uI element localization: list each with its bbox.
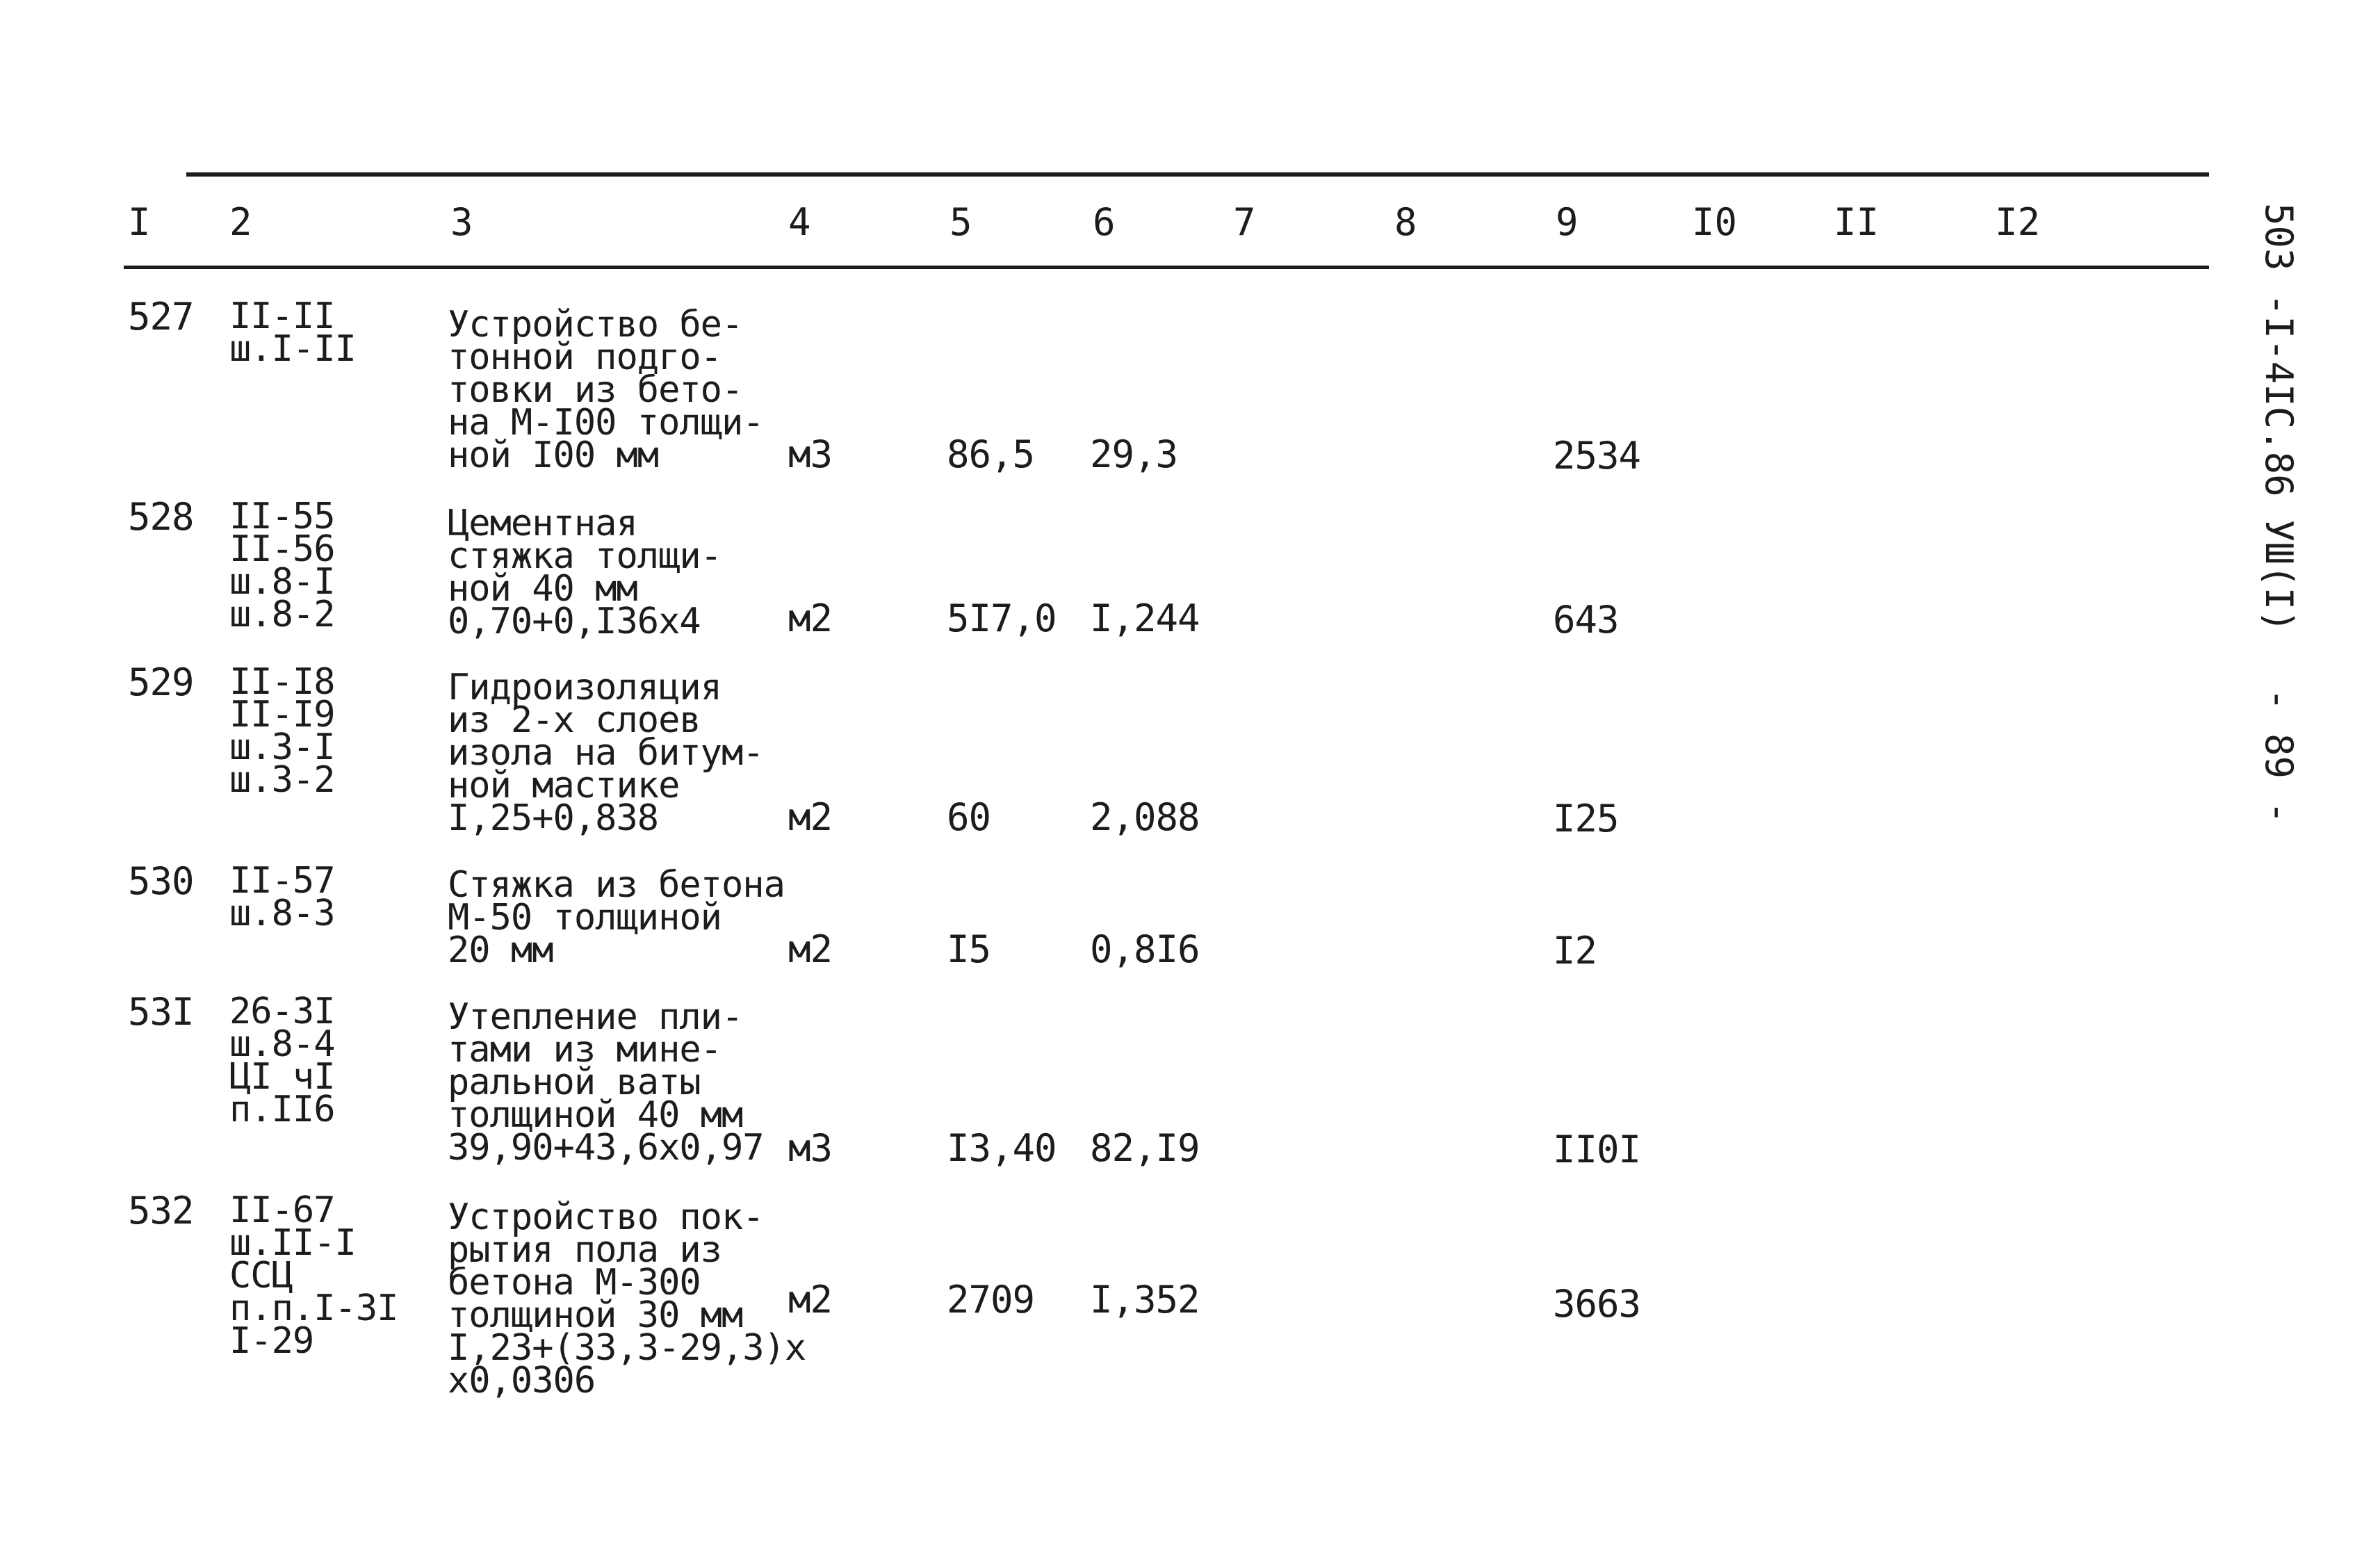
row-quantity: 60	[947, 795, 991, 839]
row-total: 3663	[1553, 1282, 1641, 1326]
header-col-11: II	[1834, 200, 1880, 244]
row-quantity: 2709	[947, 1278, 1035, 1322]
page-number: - 89 -	[2257, 688, 2301, 824]
row-description: Цементная стяжка толщи- ной 40 мм 0,70+0,I36х4	[448, 503, 722, 642]
row-unit: м2	[788, 927, 833, 971]
row-quantity: I3,40	[947, 1126, 1057, 1170]
header-col-6: 6	[1093, 200, 1116, 244]
row-norm-code: II-I8 II-I9 ш.3-I ш.3-2	[229, 661, 335, 801]
header-col-2: 2	[229, 200, 252, 244]
header-col-1: I	[128, 200, 151, 244]
row-total: 643	[1553, 598, 1619, 642]
row-norm-code: II-55 II-56 ш.8-I ш.8-2	[229, 496, 335, 635]
row-number: 532	[128, 1189, 194, 1233]
row-number: 530	[128, 859, 194, 903]
header-col-10: I0	[1692, 200, 1738, 244]
row-description: Утепление пли- тами из мине- ральной ваты толщиной 40 мм 39,90+43,6х0,97	[448, 996, 764, 1169]
row-norm-code: II-67 ш.II-I ССЦ п.п.I-3I I-29	[229, 1189, 398, 1362]
document-code: 503 -I-4IC.86 УШ(I)	[2257, 203, 2301, 633]
row-description: Гидроизоляция из 2-х слоев изола на битум- ной мастике I,25+0,838	[448, 667, 764, 839]
top-rule	[186, 172, 2209, 177]
row-total: I25	[1553, 797, 1619, 840]
row-unit-price: 82,I9	[1090, 1126, 1200, 1170]
header-col-4: 4	[788, 200, 811, 244]
row-norm-code: II-II ш.I-II	[229, 295, 356, 370]
row-norm-code: 26-3I ш.8-4 ЦI чI п.II6	[229, 991, 335, 1130]
row-number: 53I	[128, 990, 194, 1034]
row-total: I2	[1553, 929, 1597, 973]
header-col-3: 3	[450, 200, 473, 244]
row-unit-price: 2,088	[1090, 795, 1200, 839]
row-unit-price: 29,3	[1090, 432, 1178, 476]
header-rule	[124, 266, 2209, 269]
row-description: Стяжка из бетона М-50 толщиной 20 мм	[448, 864, 785, 971]
row-unit-price: 0,8I6	[1090, 927, 1200, 971]
row-number: 527	[128, 295, 194, 339]
row-number: 528	[128, 495, 194, 539]
row-description: Устройство пок- рытия пола из бетона М-300 толщиной 30 мм I,23+(33,3-29,3)х х0,0306	[448, 1196, 806, 1401]
header-col-9: 9	[1556, 200, 1579, 244]
row-norm-code: II-57 ш.8-3	[229, 860, 335, 934]
header-col-8: 8	[1394, 200, 1417, 244]
row-quantity: 86,5	[947, 432, 1035, 476]
row-unit: м3	[788, 432, 833, 476]
row-unit: м3	[788, 1126, 833, 1170]
row-quantity: 5I7,0	[947, 596, 1057, 640]
row-number: 529	[128, 660, 194, 704]
header-col-7: 7	[1233, 200, 1256, 244]
row-unit: м2	[788, 596, 833, 640]
header-col-5: 5	[949, 200, 972, 244]
row-total: 2534	[1553, 434, 1641, 478]
row-total: II0I	[1553, 1128, 1641, 1171]
header-col-12: I2	[1995, 200, 2041, 244]
row-unit-price: I,244	[1090, 596, 1200, 640]
row-unit: м2	[788, 1278, 833, 1322]
row-unit: м2	[788, 795, 833, 839]
row-quantity: I5	[947, 927, 991, 971]
row-unit-price: I,352	[1090, 1278, 1200, 1322]
row-description: Устройство бе- тонной подго- товки из бето- на М-I00 толщи- ной I00 мм	[448, 304, 764, 476]
